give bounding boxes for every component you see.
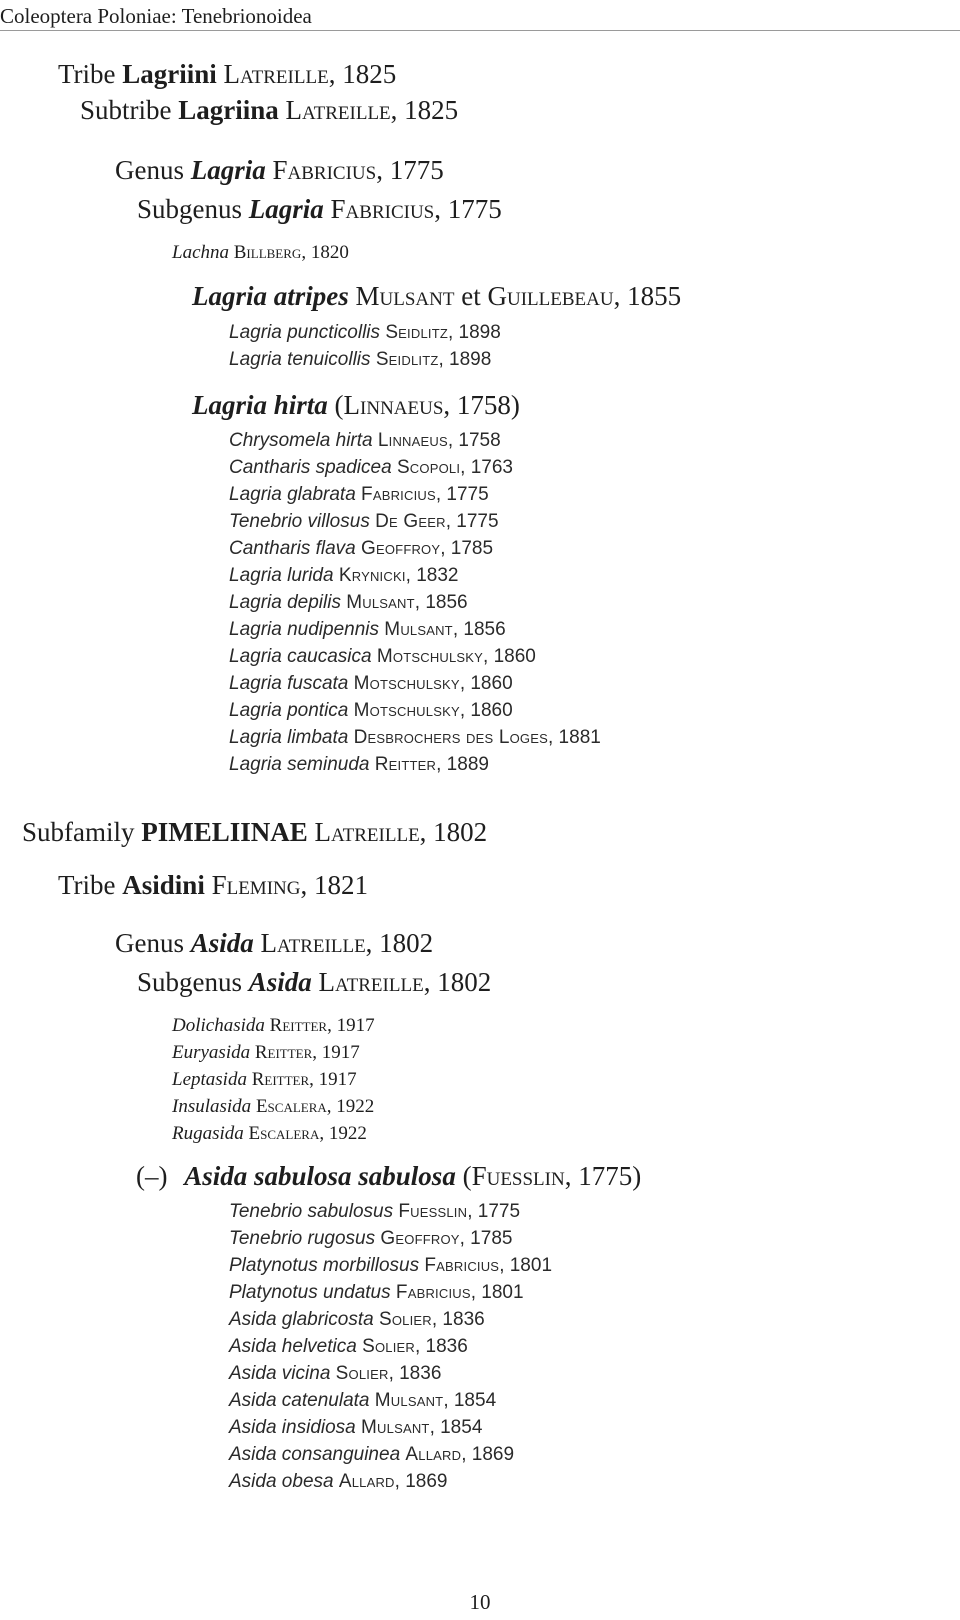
rank-label: Tribe <box>58 870 116 900</box>
species-sabulosa-heading <box>136 1160 641 1192</box>
taxon-name: Lagriini <box>122 59 217 89</box>
synonym-author: Krynicki <box>338 565 406 586</box>
taxon-year: , 1825 <box>390 95 459 125</box>
species-author: Linnaeus <box>343 390 444 420</box>
synonym-author: Mulsant <box>346 592 415 613</box>
synonym-year: , 1917 <box>312 1042 360 1063</box>
synonym-line <box>229 1362 441 1386</box>
synonym-year: , 1801 <box>499 1255 553 1276</box>
synonym-line <box>229 510 499 534</box>
species-author: Mulsant <box>355 281 455 311</box>
synonym-year: , 1856 <box>452 619 506 640</box>
synonym-line <box>229 1470 447 1494</box>
synonym-line <box>229 699 513 723</box>
synonym-line <box>229 1443 514 1467</box>
synonym-line <box>229 1416 482 1440</box>
synonym-author: Fabricius <box>361 484 436 505</box>
synonym-author: Desbrochers des Loges <box>353 727 548 748</box>
synonym-author: Motschulsky <box>353 700 460 721</box>
species-name: Lagria hirta <box>192 390 328 420</box>
synonym-year: , 1785 <box>459 1228 513 1249</box>
synonym-line <box>229 1200 520 1224</box>
synonym-year: , 1869 <box>461 1444 515 1465</box>
paren-open: ( <box>327 390 344 420</box>
synonym-name: Euryasida <box>172 1042 251 1063</box>
synonym-year: , 1860 <box>459 673 513 694</box>
synonym-author: Geoffroy <box>380 1228 460 1249</box>
synonym-line <box>229 537 493 561</box>
synonym-name: Asida vicina <box>229 1363 331 1384</box>
synonym-year: , 1832 <box>405 565 459 586</box>
synonym-author: Reitter <box>251 1069 310 1090</box>
synonym-author: Allard <box>405 1444 462 1465</box>
synonym-line <box>229 348 491 372</box>
synonym-year: , 1854 <box>429 1417 483 1438</box>
synonym-year: , 1869 <box>394 1471 448 1492</box>
synonym-year: , 1836 <box>431 1309 485 1330</box>
synonym-author: Reitter <box>374 754 437 775</box>
species-year: , 1758) <box>443 390 520 420</box>
rank-label: Genus <box>115 928 184 958</box>
page-number: 10 <box>469 1590 491 1614</box>
synonym-year: , 1856 <box>414 592 468 613</box>
synonym-name: Lachna <box>172 242 229 263</box>
synonym-author: Mulsant <box>374 1390 444 1411</box>
synonym-name: Dolichasida <box>172 1015 265 1036</box>
synonym-name: Rugasida <box>172 1123 244 1144</box>
rank-label: Subgenus <box>137 967 243 997</box>
synonym-line <box>229 1254 552 1278</box>
synonym-year: , 1820 <box>301 242 349 263</box>
author-conjunction: et <box>454 281 488 311</box>
synonym-author: Fabricius <box>395 1282 471 1303</box>
taxon-name: Lagria <box>190 155 266 185</box>
synonym-line <box>229 591 468 615</box>
species-hirta-heading <box>192 389 520 421</box>
synonym-line <box>229 456 513 480</box>
synonym-year: , 1860 <box>483 646 536 667</box>
taxon-year: , 1775 <box>376 155 444 185</box>
synonym-line <box>229 753 489 777</box>
species-atripes-heading <box>192 280 681 312</box>
synonym-author: Scopoli <box>396 457 461 478</box>
synonym-author: Seidlitz <box>375 349 439 370</box>
synonym-line <box>229 1308 485 1332</box>
synonym-name: Asida obesa <box>229 1471 334 1492</box>
tribe-lagriini-heading <box>58 58 396 90</box>
subgenus-synonym <box>172 1068 357 1092</box>
synonym-name: Chrysomela hirta <box>229 430 373 451</box>
synonym-year: , 1785 <box>440 538 494 559</box>
synonym-name: Lagria seminuda <box>229 754 370 775</box>
taxon-year: , 1775 <box>434 194 502 224</box>
synonym-year: , 1854 <box>443 1390 497 1411</box>
synonym-author: Reitter <box>254 1042 313 1063</box>
subtribe-lagriina-heading <box>80 94 458 126</box>
synonym-year: , 1763 <box>460 457 513 478</box>
rank-label: Genus <box>115 155 184 185</box>
synonym-author: Motschulsky <box>353 673 460 694</box>
taxon-name: Asidini <box>122 870 205 900</box>
synonym-year: , 1898 <box>447 322 501 343</box>
synonym-year: , 1922 <box>319 1123 367 1144</box>
synonym-name: Lagria fuscata <box>229 673 349 694</box>
taxon-year: , 1802 <box>419 817 488 847</box>
synonym-name: Lagria lurida <box>229 565 334 586</box>
synonym-author: Seidlitz <box>385 322 448 343</box>
species-name: Lagria atripes <box>192 281 349 311</box>
synonym-name: Tenebrio sabulosus <box>229 1201 394 1222</box>
species-year: , 1775) <box>564 1161 642 1191</box>
synonym-year: , 1775 <box>467 1201 521 1222</box>
taxon-name: Lagriina <box>178 95 279 125</box>
genus-synonym <box>172 241 349 265</box>
rank-label: Subfamily <box>22 817 135 847</box>
synonym-year: , 1917 <box>327 1015 375 1036</box>
species-author-2: Guillebeau <box>487 281 614 311</box>
genus-asida-heading <box>115 927 433 959</box>
synonym-name: Tenebrio villosus <box>229 511 370 532</box>
synonym-year: , 1898 <box>438 349 492 370</box>
taxon-name: Lagria <box>248 194 324 224</box>
taxon-year: , 1802 <box>423 967 492 997</box>
taxon-author: Latreille <box>314 817 420 847</box>
taxon-author: Fabricius <box>330 194 435 224</box>
synonym-line <box>229 1389 496 1413</box>
synonym-year: , 1881 <box>548 727 601 748</box>
synonym-author: Solier <box>362 1336 415 1357</box>
synonym-name: Tenebrio rugosus <box>229 1228 376 1249</box>
synonym-line <box>229 618 506 642</box>
synonym-name: Lagria limbata <box>229 727 349 748</box>
synonym-author: Mulsant <box>384 619 453 640</box>
synonym-year: , 1775 <box>445 511 499 532</box>
synonym-name: Lagria tenuicollis <box>229 349 371 370</box>
subgenus-synonym <box>172 1095 374 1119</box>
synonym-line <box>229 321 501 345</box>
synonym-author: Escalera <box>255 1096 327 1117</box>
synonym-name: Asida consanguinea <box>229 1444 401 1465</box>
synonym-line <box>229 429 501 453</box>
synonym-year: , 1860 <box>459 700 513 721</box>
taxon-year: , 1802 <box>365 928 434 958</box>
synonym-year: , 1758 <box>447 430 501 451</box>
synonym-name: Lagria nudipennis <box>229 619 380 640</box>
synonym-year: , 1917 <box>309 1069 357 1090</box>
rank-label: Subgenus <box>137 194 243 224</box>
synonym-line <box>229 672 513 696</box>
synonym-author: Solier <box>378 1309 432 1330</box>
taxon-year: , 1821 <box>300 870 368 900</box>
synonym-name: Lagria glabrata <box>229 484 356 505</box>
rank-label: Tribe <box>58 59 116 89</box>
synonym-line <box>229 1335 468 1359</box>
genus-lagria-heading <box>115 154 444 186</box>
synonym-line <box>229 564 458 588</box>
synonym-year: , 1889 <box>436 754 489 775</box>
synonym-name: Lagria pontica <box>229 700 349 721</box>
paren-open: ( <box>455 1161 472 1191</box>
synonym-year: , 1922 <box>326 1096 375 1117</box>
synonym-author: Billberg <box>233 242 302 263</box>
synonym-author: Fabricius <box>424 1255 500 1276</box>
synonym-author: Escalera <box>248 1123 320 1144</box>
synonym-name: Lagria caucasica <box>229 646 372 667</box>
species-author: Fuesslin <box>471 1161 565 1191</box>
synonym-year: , 1775 <box>435 484 489 505</box>
taxon-author: Latreille <box>285 95 391 125</box>
subgenus-synonym <box>172 1041 360 1065</box>
synonym-line <box>229 1227 512 1251</box>
subgenus-lagria-heading <box>137 193 502 225</box>
synonym-name: Asida glabricosta <box>229 1309 374 1330</box>
subfamily-pimeliinae-heading <box>22 816 487 848</box>
species-name: Asida sabulosa sabulosa <box>184 1161 456 1191</box>
taxon-author: Fleming <box>211 870 301 900</box>
synonym-author: Allard <box>338 1471 395 1492</box>
rank-label: Subtribe <box>80 95 172 125</box>
synonym-name: Cantharis spadicea <box>229 457 392 478</box>
subgenus-synonym <box>172 1122 367 1146</box>
synonym-name: Lagria depilis <box>229 592 341 613</box>
subgenus-asida-heading <box>137 966 491 998</box>
synonym-line <box>229 726 601 750</box>
synonym-author: Mulsant <box>361 1417 430 1438</box>
subgenus-synonym <box>172 1014 375 1038</box>
synonym-name: Platynotus undatus <box>229 1282 391 1303</box>
synonym-name: Platynotus morbillosus <box>229 1255 420 1276</box>
synonym-name: Asida helvetica <box>229 1336 357 1357</box>
running-head: Coleoptera Poloniae: Tenebrionoidea <box>0 4 312 28</box>
taxon-author: Latreille <box>223 59 329 89</box>
synonym-author: Linnaeus <box>377 430 448 451</box>
taxon-author: Latreille <box>318 967 424 997</box>
taxon-name: Asida <box>190 928 254 958</box>
synonym-name: Cantharis flava <box>229 538 356 559</box>
synonym-author: Geoffroy <box>361 538 441 559</box>
taxon-author: Fabricius <box>272 155 377 185</box>
taxon-author: Latreille <box>260 928 366 958</box>
synonym-year: , 1801 <box>470 1282 524 1303</box>
synonym-name: Leptasida <box>172 1069 247 1090</box>
synonym-author: Solier <box>335 1363 389 1384</box>
synonym-name: Asida insidiosa <box>229 1417 356 1438</box>
synonym-name: Insulasida <box>172 1096 252 1117</box>
taxon-year: , 1825 <box>328 59 397 89</box>
synonym-line <box>229 1281 524 1305</box>
synonym-author: Fuesslin <box>398 1201 468 1222</box>
synonym-line <box>229 645 536 669</box>
species-year: , 1855 <box>613 281 682 311</box>
synonym-line <box>229 483 489 507</box>
synonym-year: , 1836 <box>414 1336 468 1357</box>
taxon-name: Asida <box>248 967 312 997</box>
tribe-asidini-heading <box>58 869 368 901</box>
synonym-name: Lagria puncticollis <box>229 322 381 343</box>
synonym-author: De Geer <box>375 511 446 532</box>
synonym-year: , 1836 <box>388 1363 442 1384</box>
synonym-author: Reitter <box>269 1015 328 1036</box>
synonym-name: Asida catenulata <box>229 1390 370 1411</box>
taxon-name: PIMELIINAE <box>141 817 308 847</box>
status-marker: (–) <box>136 1161 168 1191</box>
synonym-author: Motschulsky <box>376 646 484 667</box>
